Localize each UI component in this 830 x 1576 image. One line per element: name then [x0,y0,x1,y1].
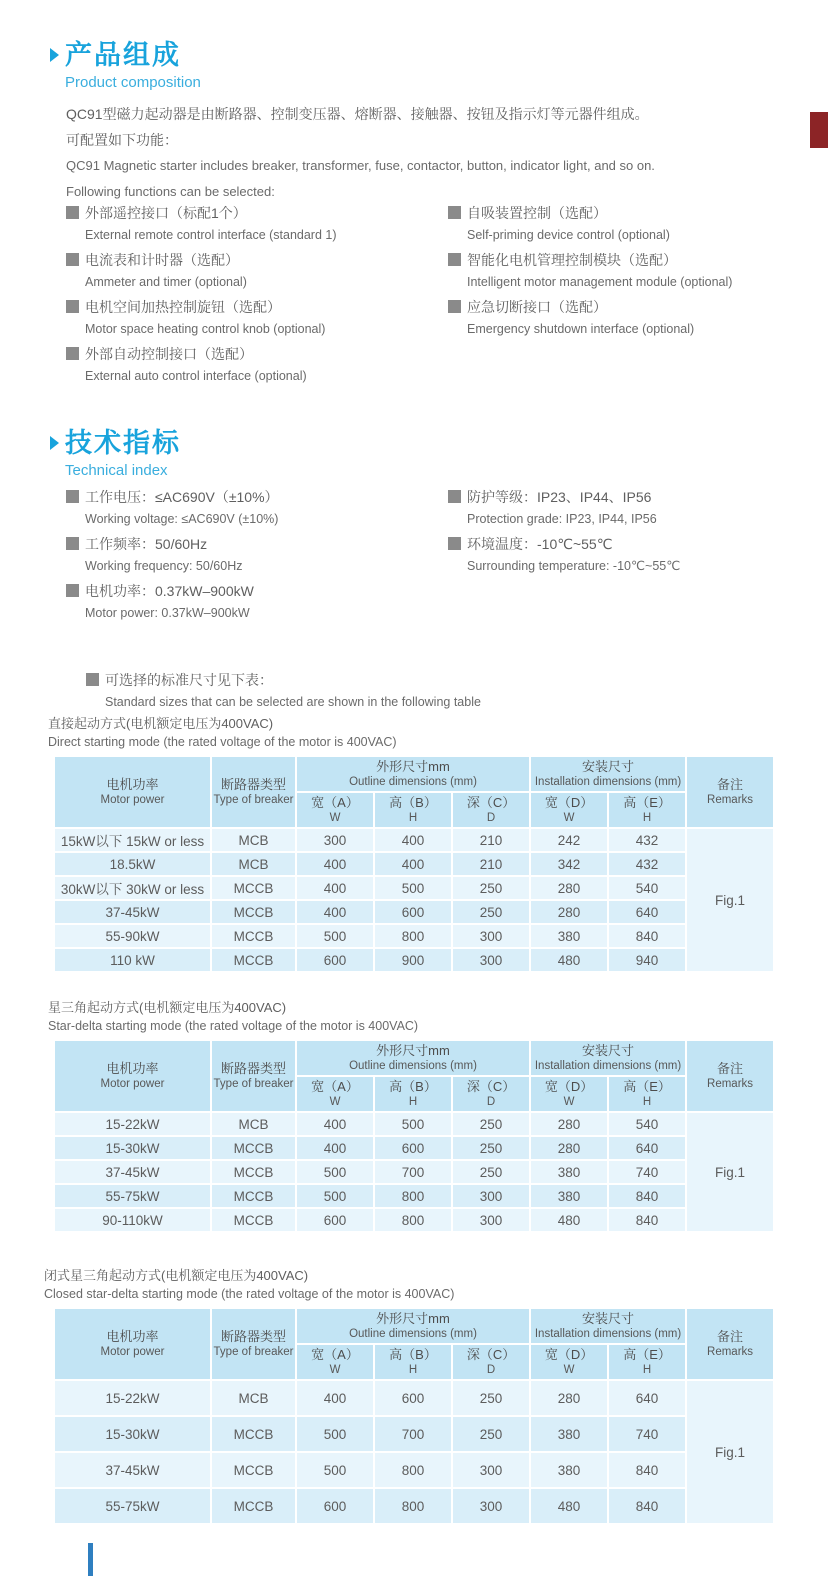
col-header-outline-dimensions: 外形尺寸mm Outline dimensions (mm) [297,1041,531,1077]
tech-item [66,485,436,531]
table-cell: MCCB [212,1489,297,1525]
table-cell: 800 [375,925,453,949]
table-row [55,1185,775,1209]
table-cell: 250 [453,1113,531,1137]
col-header-height-b: 高（B） H [375,1077,453,1113]
col-header-width-a: 宽（A） W [297,793,375,829]
feature-label-zh: 智能化电机管理控制模块（选配） [467,251,677,268]
motor-power-cell: 37-45kW [55,1453,212,1489]
col-header-motor-power: 电机功率 Motor power [55,1309,212,1381]
col-header-installation-dimensions: 安装尺寸 Installation dimensions (mm) [531,1041,687,1077]
motor-power-cell: 15-22kW [55,1381,212,1417]
table-cell: 250 [453,1381,531,1417]
feature-label-zh: 外部遥控接口（标配1个） [85,204,247,221]
col-header-width-d: 宽（D） W [531,793,609,829]
col-header-breaker-type: 断路器类型 Type of breaker [212,1309,297,1381]
square-bullet-icon [66,537,79,550]
col-header-height-b: 高（B） H [375,1345,453,1381]
table-cell: 480 [531,1209,609,1233]
feature-item [66,295,436,341]
section-title-en: Product composition [65,74,201,91]
table-cell: 800 [375,1185,453,1209]
table-cell: 600 [375,1137,453,1161]
col-header-motor-power: 电机功率 Motor power [55,757,212,829]
col-header-depth-c: 深（C） D [453,1077,531,1113]
square-bullet-icon [448,490,461,503]
feature-label-en: Emergency shutdown interface (optional) [467,322,695,336]
table-cell: 380 [531,1161,609,1185]
col-header-height-e: 高（E） H [609,793,687,829]
feature-label-zh: 外部自动控制接口（选配） [85,345,253,362]
table-cell: 500 [297,925,375,949]
table-cell: MCCB [212,901,297,925]
table-cell: 280 [531,1137,609,1161]
table-section-direct-starting [48,714,788,973]
table-cell: MCCB [212,1161,297,1185]
table-row [55,829,775,853]
square-bullet-icon [448,253,461,266]
feature-item [448,248,808,294]
table-cell: MCCB [212,1185,297,1209]
tech-label-zh: 电机功率：0.37kW–900kW [85,582,254,599]
motor-power-cell: 90-110kW [55,1209,212,1233]
table-cell: 640 [609,1137,687,1161]
motor-power-cell: 55-75kW [55,1185,212,1209]
table-cell: 300 [453,1185,531,1209]
tech-item [448,485,808,531]
table-cell: 380 [531,1417,609,1453]
table-cell: MCB [212,853,297,877]
motor-power-cell: 55-90kW [55,925,212,949]
motor-power-cell: 110 kW [55,949,212,973]
table-cell: MCCB [212,1209,297,1233]
col-header-depth-c: 深（C） D [453,793,531,829]
col-header-height-e: 高（E） H [609,1077,687,1113]
table-cell: 500 [297,1161,375,1185]
col-header-depth-c: 深（C） D [453,1345,531,1381]
table-cell: 700 [375,1417,453,1453]
table-cell: 432 [609,829,687,853]
table-cell: 342 [531,853,609,877]
note-en: Standard sizes that can be selected are shown in the following table [105,695,481,709]
table-cell: MCCB [212,1417,297,1453]
table-cell: MCCB [212,877,297,901]
table-row [55,925,775,949]
table-caption-en: Closed star-delta starting mode (the rated voltage of the motor is 400VAC) [44,1287,455,1301]
table-row [55,1113,775,1137]
col-header-height-b: 高（B） H [375,793,453,829]
col-header-remarks: 备注 Remarks [687,1309,775,1381]
table-cell: 380 [531,925,609,949]
table-cell: 400 [375,853,453,877]
table-cell: 600 [297,1489,375,1525]
section-product-composition [50,40,790,205]
tech-label-en: Working voltage: ≤AC690V (±10%) [85,512,279,526]
square-bullet-icon [66,347,79,360]
square-bullet-icon [66,490,79,503]
table-cell: 740 [609,1161,687,1185]
col-header-outline-dimensions: 外形尺寸mm Outline dimensions (mm) [297,1309,531,1345]
table-cell: 280 [531,901,609,925]
table-cell: MCB [212,1381,297,1417]
standard-sizes-note [86,668,686,713]
motor-power-cell: 18.5kW [55,853,212,877]
square-bullet-icon [86,673,99,686]
col-header-width-d: 宽（D） W [531,1345,609,1381]
feature-item [66,248,436,294]
table-cell: MCB [212,829,297,853]
table-cell: 600 [297,1209,375,1233]
feature-label-en: Self-priming device control (optional) [467,228,670,242]
section-title-zh: 产品组成 [65,40,181,70]
intro-paragraphs [66,101,790,205]
col-header-width-d: 宽（D） W [531,1077,609,1113]
dimensions-table-star-delta [55,1041,775,1233]
tech-label-zh: 工作频率：50/60Hz [85,535,208,552]
table-cell: 280 [531,1381,609,1417]
table-cell: 800 [375,1489,453,1525]
table-cell: 500 [297,1453,375,1489]
col-header-remarks: 备注 Remarks [687,1041,775,1113]
table-cell: 500 [375,1113,453,1137]
table-cell: MCCB [212,1137,297,1161]
table-cell: MCB [212,1113,297,1137]
section-title-zh: 技术指标 [65,428,181,458]
table-row [55,1137,775,1161]
table-caption-en: Star-delta starting mode (the rated voltage of the motor is 400VAC) [48,1019,419,1033]
feature-list-right [448,201,808,342]
table-row [55,1161,775,1185]
table-cell: 480 [531,949,609,973]
dimensions-table-direct [55,757,775,973]
feature-label-en: Motor space heating control knob (optional) [85,322,326,336]
tech-item [66,579,436,625]
tech-item [66,532,436,578]
table-cell: 380 [531,1453,609,1489]
table-caption-zh: 星三角起动方式(电机额定电压为400VAC) [48,1000,287,1015]
square-bullet-icon [66,253,79,266]
table-cell: MCCB [212,925,297,949]
table-cell: 480 [531,1489,609,1525]
motor-power-cell: 15-22kW [55,1113,212,1137]
table-cell: 250 [453,877,531,901]
table-cell: 400 [297,1381,375,1417]
motor-power-cell: 30kW以下 30kW or less [55,877,212,901]
intro-line: QC91型磁力起动器是由断路器、控制变压器、熔断器、接触器、按钮及指示灯等元器件组成。 [66,106,649,122]
dimensions-table-closed-star-delta [55,1309,775,1525]
square-bullet-icon [448,300,461,313]
col-header-installation-dimensions: 安装尺寸 Installation dimensions (mm) [531,757,687,793]
table-cell: 800 [375,1453,453,1489]
table-cell: 940 [609,949,687,973]
square-bullet-icon [66,300,79,313]
table-cell: 840 [609,1453,687,1489]
tech-item [448,532,808,578]
col-header-breaker-type: 断路器类型 Type of breaker [212,1041,297,1113]
feature-item [66,342,436,388]
motor-power-cell: 55-75kW [55,1489,212,1525]
motor-power-cell: 37-45kW [55,901,212,925]
table-cell: 400 [297,901,375,925]
feature-item [448,201,808,247]
table-cell: 300 [453,949,531,973]
col-header-installation-dimensions: 安装尺寸 Installation dimensions (mm) [531,1309,687,1345]
table-cell: 640 [609,901,687,925]
table-row [55,853,775,877]
table-caption-zh: 闭式星三角起动方式(电机额定电压为400VAC) [44,1268,309,1283]
feature-item [66,201,436,247]
table-cell: 500 [297,1417,375,1453]
motor-power-cell: 15kW以下 15kW or less [55,829,212,853]
red-edge-mark [810,112,828,148]
intro-line: Following functions can be selected: [66,184,275,199]
tech-label-en: Surrounding temperature: -10℃~55℃ [467,559,681,573]
table-row [55,1417,775,1453]
table-cell: 300 [453,1453,531,1489]
feature-label-zh: 自吸装置控制（选配） [467,204,607,221]
table-cell: 800 [375,1209,453,1233]
table-row [55,1209,775,1233]
table-cell: 250 [453,1161,531,1185]
col-header-motor-power: 电机功率 Motor power [55,1041,212,1113]
tech-list-right [448,485,808,579]
motor-power-cell: 15-30kW [55,1417,212,1453]
table-row [55,949,775,973]
col-header-width-a: 宽（A） W [297,1077,375,1113]
feature-label-en: External auto control interface (optional) [85,369,307,383]
feature-label-en: Ammeter and timer (optional) [85,275,247,289]
table-cell: MCCB [212,1453,297,1489]
table-cell: 250 [453,901,531,925]
square-bullet-icon [66,206,79,219]
table-cell: 210 [453,829,531,853]
table-cell: 700 [375,1161,453,1185]
col-header-width-a: 宽（A） W [297,1345,375,1381]
remark-cell: Fig.1 [687,1113,775,1233]
table-cell: 840 [609,1185,687,1209]
section-title-en: Technical index [65,462,168,479]
table-cell: 540 [609,877,687,901]
square-bullet-icon [448,206,461,219]
intro-line: 可配置如下功能： [66,132,178,148]
table-caption-en: Direct starting mode (the rated voltage of the motor is 400VAC) [48,735,397,749]
table-cell: 400 [297,1113,375,1137]
blue-edge-mark [88,1543,93,1576]
table-cell: 840 [609,1209,687,1233]
table-cell: 600 [375,901,453,925]
tech-label-en: Protection grade: IP23, IP44, IP56 [467,512,657,526]
square-bullet-icon [66,584,79,597]
table-cell: 500 [375,877,453,901]
table-cell: MCCB [212,949,297,973]
table-cell: 210 [453,853,531,877]
table-cell: 242 [531,829,609,853]
feature-label-zh: 应急切断接口（选配） [467,298,607,315]
table-cell: 300 [453,1489,531,1525]
table-cell: 300 [453,925,531,949]
table-section-closed-star-delta [44,1266,788,1525]
motor-power-cell: 15-30kW [55,1137,212,1161]
feature-item [448,295,808,341]
table-cell: 250 [453,1137,531,1161]
feature-list-left [66,201,436,389]
col-header-remarks: 备注 Remarks [687,757,775,829]
table-cell: 300 [297,829,375,853]
table-cell: 640 [609,1381,687,1417]
table-cell: 600 [375,1381,453,1417]
tech-label-zh: 环境温度：-10℃~55℃ [467,535,613,552]
remark-cell: Fig.1 [687,1381,775,1525]
table-cell: 600 [297,949,375,973]
square-bullet-icon [448,537,461,550]
triangle-marker-icon [50,48,59,62]
table-row [55,877,775,901]
table-section-star-delta [48,998,788,1233]
tech-label-zh: 防护等级：IP23、IP44、IP56 [467,488,652,505]
table-cell: 400 [297,853,375,877]
tech-label-en: Motor power: 0.37kW–900kW [85,606,250,620]
tech-list-left [66,485,436,626]
table-cell: 400 [297,877,375,901]
remark-cell: Fig.1 [687,829,775,973]
table-row [55,901,775,925]
feature-label-en: External remote control interface (standard 1) [85,228,337,242]
table-cell: 540 [609,1113,687,1137]
section-technical-index [50,428,790,479]
table-cell: 500 [297,1185,375,1209]
table-cell: 432 [609,853,687,877]
table-cell: 280 [531,1113,609,1137]
table-row [55,1453,775,1489]
table-cell: 740 [609,1417,687,1453]
note-zh: 可选择的标准尺寸见下表： [105,671,273,688]
table-caption-zh: 直接起动方式(电机额定电压为400VAC) [48,716,274,731]
table-cell: 380 [531,1185,609,1209]
table-cell: 840 [609,925,687,949]
table-cell: 300 [453,1209,531,1233]
feature-label-en: Intelligent motor management module (optional) [467,275,733,289]
table-cell: 280 [531,877,609,901]
motor-power-cell: 37-45kW [55,1161,212,1185]
table-cell: 400 [297,1137,375,1161]
table-row [55,1381,775,1417]
tech-label-zh: 工作电压：≤AC690V（±10%） [85,488,279,505]
triangle-marker-icon [50,436,59,450]
intro-line: QC91 Magnetic starter includes breaker, transformer, fuse, contactor, button, indicator light, and so on. [66,158,655,173]
feature-label-zh: 电机空间加热控制旋钮（选配） [85,298,281,315]
feature-label-zh: 电流表和计时器（选配） [85,251,239,268]
table-cell: 900 [375,949,453,973]
table-row [55,1489,775,1525]
col-header-outline-dimensions: 外形尺寸mm Outline dimensions (mm) [297,757,531,793]
table-cell: 250 [453,1417,531,1453]
col-header-breaker-type: 断路器类型 Type of breaker [212,757,297,829]
table-cell: 400 [375,829,453,853]
tech-label-en: Working frequency: 50/60Hz [85,559,243,573]
col-header-height-e: 高（E） H [609,1345,687,1381]
table-cell: 840 [609,1489,687,1525]
